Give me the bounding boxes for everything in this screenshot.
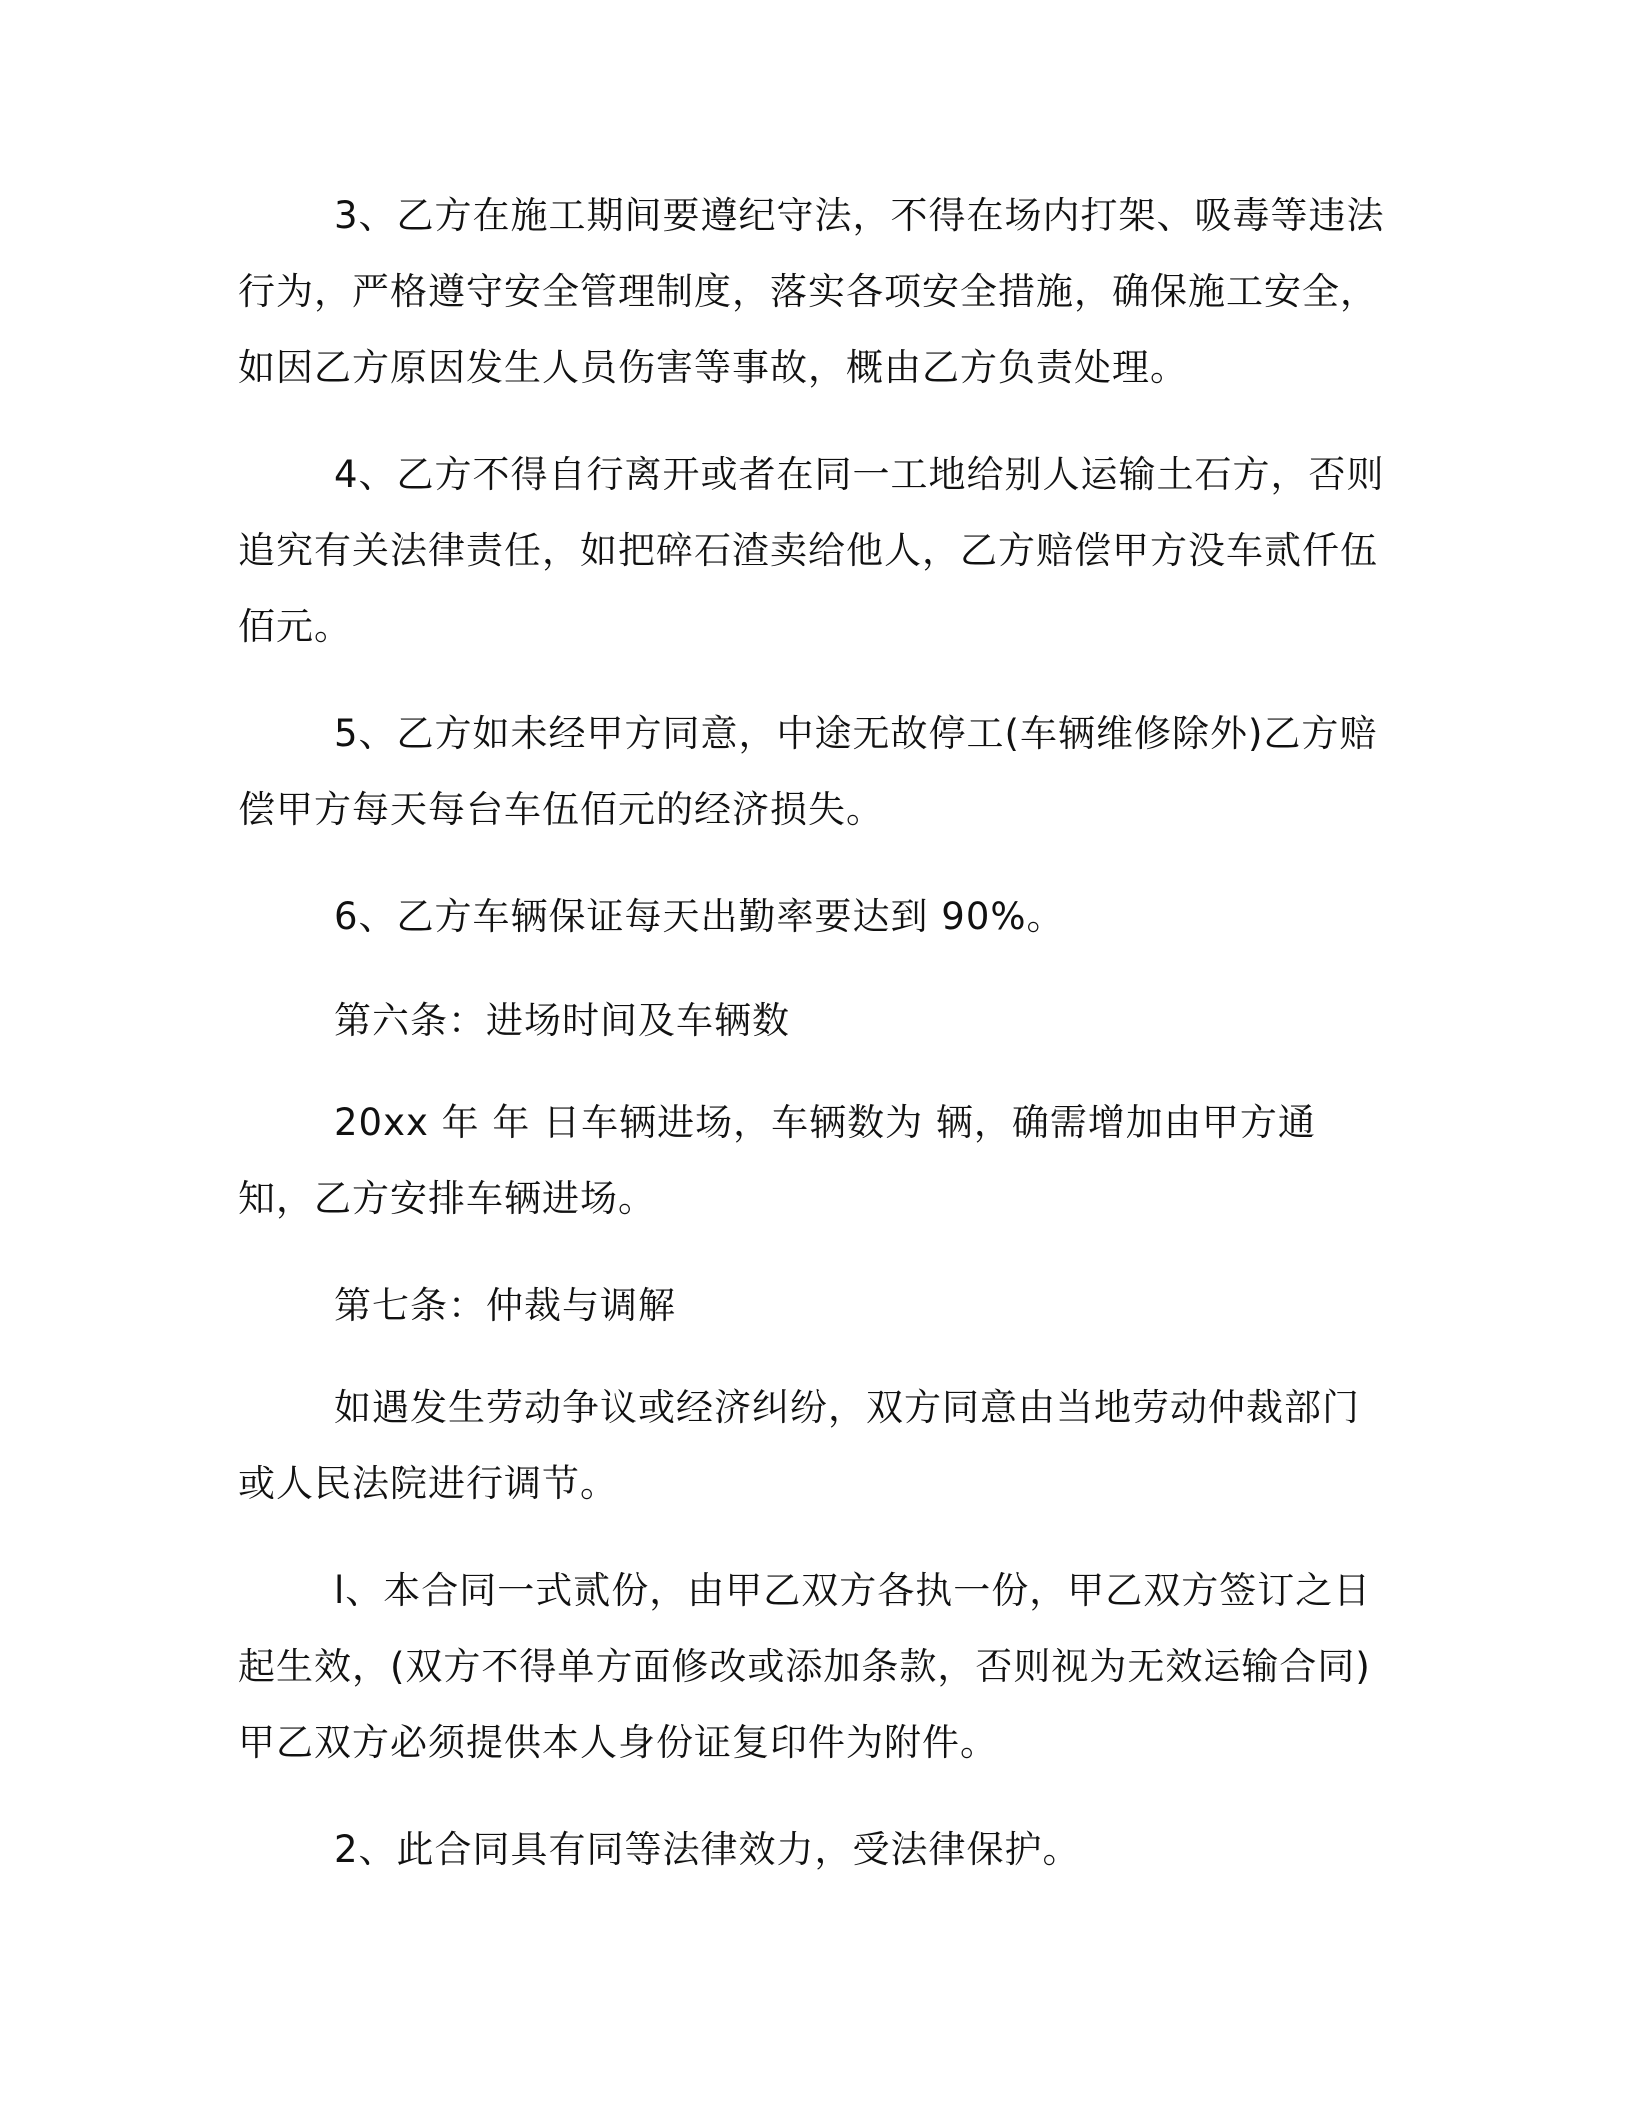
clause-3-paragraph: 3、乙方在施工期间要遵纪守法，不得在场内打架、吸毒等违法行为，严格遵守安全管理制度，落实各项安全措施，确保施工安全，如因乙方原因发生人员伤害等事故，概由乙方负责处理。	[238, 194, 1385, 389]
clause-4-paragraph: 4、乙方不得自行离开或者在同一工地给别人运输土石方，否则追究有关法律责任，如把碎石渣卖给他人，乙方赔偿甲方没车贰仟伍佰元。	[238, 453, 1385, 648]
clause-5-paragraph: 5、乙方如未经甲方同意，中途无故停工(车辆维修除外)乙方赔偿甲方每天每台车伍佰元的经济损失。	[238, 712, 1378, 831]
final-clause-1-paragraph: l、本合同一式贰份，由甲乙双方各执一份，甲乙双方签订之日起生效，(双方不得单方面修改或添加条款，否则视为无效运输合同)甲乙双方必须提供本人身份证复印件为附件。	[238, 1569, 1372, 1764]
article-7-heading: 第七条：仲裁与调解	[334, 1284, 676, 1327]
final-clause-2-paragraph: 2、此合同具有同等法律效力，受法律保护。	[334, 1828, 1081, 1871]
arbitration-paragraph: 如遇发生劳动争议或经济纠纷，双方同意由当地劳动仲裁部门或人民法院进行调节。	[238, 1386, 1360, 1505]
entry-time-paragraph: 20xx 年 年 日车辆进场，车辆数为 辆，确需增加由甲方通知，乙方安排车辆进场。	[238, 1101, 1316, 1220]
clause-6-paragraph: 6、乙方车辆保证每天出勤率要达到 90%。	[334, 895, 1065, 938]
article-6-heading: 第六条：进场时间及车辆数	[334, 999, 790, 1042]
